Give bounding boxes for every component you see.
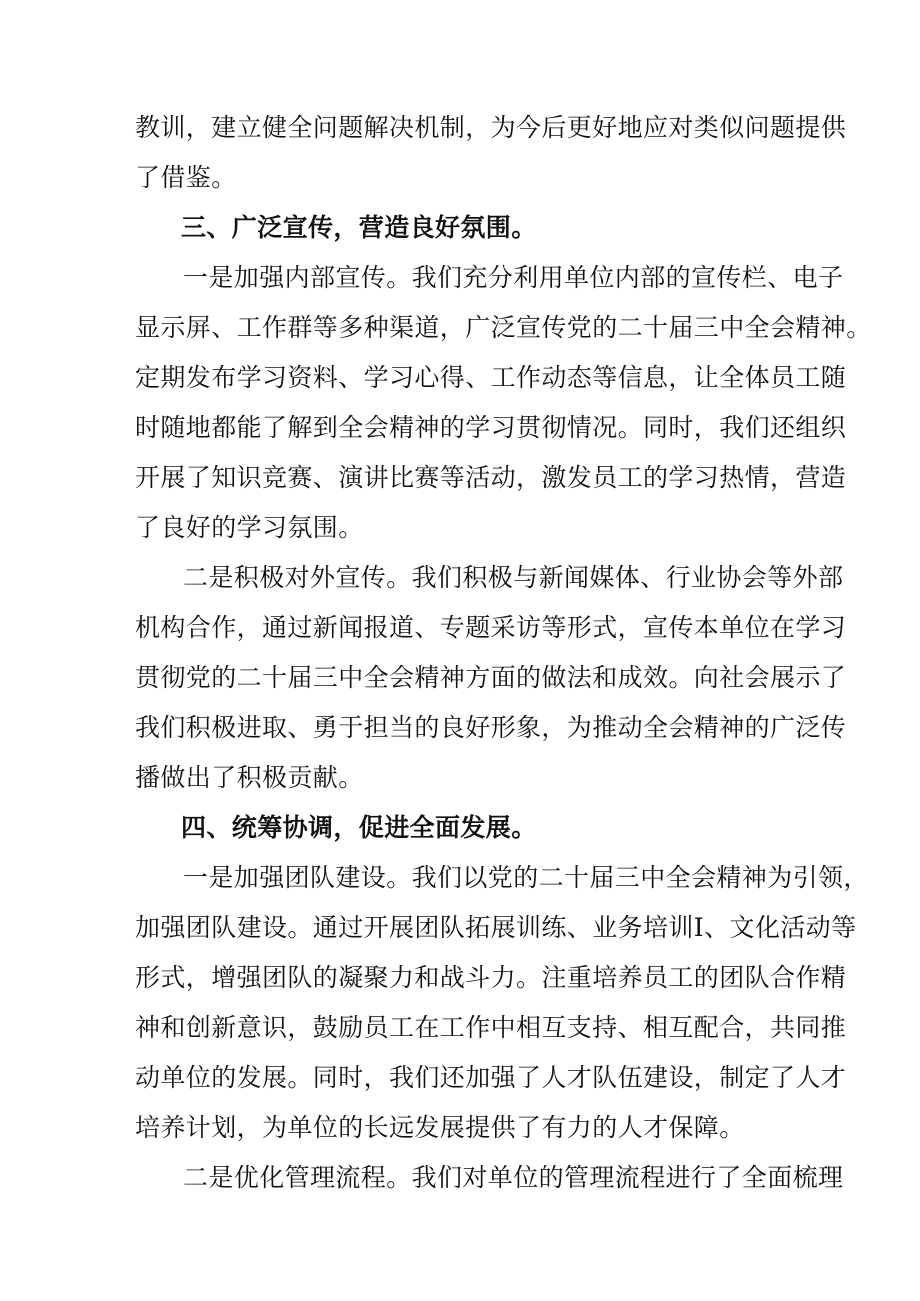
section-heading: 三、广泛宣传，营造良好氛围。 bbox=[181, 213, 537, 242]
paragraph-first-line: 二是积极对外宣传。我们积极与新闻媒体、行业协会等外部 bbox=[183, 563, 844, 592]
body-text-line: 定期发布学习资料、学习心得、工作动态等信息，让全体员工随 bbox=[135, 363, 847, 392]
body-text-line: 我们积极进取、勇于担当的良好形象，为推动全会精神的广泛传 bbox=[135, 713, 847, 742]
body-text-line: 时随地都能了解到全会精神的学习贯彻情况。同时，我们还组织 bbox=[135, 413, 847, 442]
paragraph-first-line: 一是加强内部宣传。我们充分利用单位内部的宣传栏、电子 bbox=[183, 263, 844, 292]
body-text-line: 播做出了积极贡献。 bbox=[135, 763, 364, 792]
body-text-line: 机构合作，通过新闻报道、专题采访等形式，宣传本单位在学习 bbox=[135, 613, 847, 642]
body-text-line: 开展了知识竞赛、演讲比赛等活动，激发员工的学习热情，营造 bbox=[135, 463, 847, 492]
body-text-line: 教训，建立健全问题解决机制，为今后更好地应对类似问题提供 bbox=[135, 113, 847, 142]
paragraph-first-line: 一是加强团队建设。我们以党的二十届三中全会精神为引领， bbox=[183, 863, 869, 892]
body-text-line: 贯彻党的二十届三中全会精神方面的做法和成效。向社会展示了 bbox=[135, 663, 847, 692]
body-text-line: 加强团队建设。通过开展团队拓展训练、业务培训I、文化活动等 bbox=[135, 913, 857, 942]
body-text-line: 培养计划，为单位的长远发展提供了有力的人才保障。 bbox=[135, 1113, 745, 1142]
section-heading: 四、统筹协调，促进全面发展。 bbox=[181, 813, 537, 842]
body-text-line: 神和创新意识，鼓励员工在工作中相互支持、相互配合，共同推 bbox=[135, 1013, 847, 1042]
body-text-line: 显示屏、工作群等多种渠道，广泛宣传党的二十届三中全会精神。 bbox=[135, 313, 872, 342]
body-text-line: 了良好的学习氛围。 bbox=[135, 513, 364, 542]
body-text-line: 形式，增强团队的凝聚力和战斗力。注重培养员工的团队合作精 bbox=[135, 963, 847, 992]
body-text-line: 了借鉴。 bbox=[135, 163, 237, 192]
paragraph-first-line: 二是优化管理流程。我们对单位的管理流程进行了全面梳理 bbox=[183, 1163, 844, 1192]
body-text-line: 动单位的发展。同时，我们还加强了人才队伍建设，制定了人才 bbox=[135, 1063, 847, 1092]
